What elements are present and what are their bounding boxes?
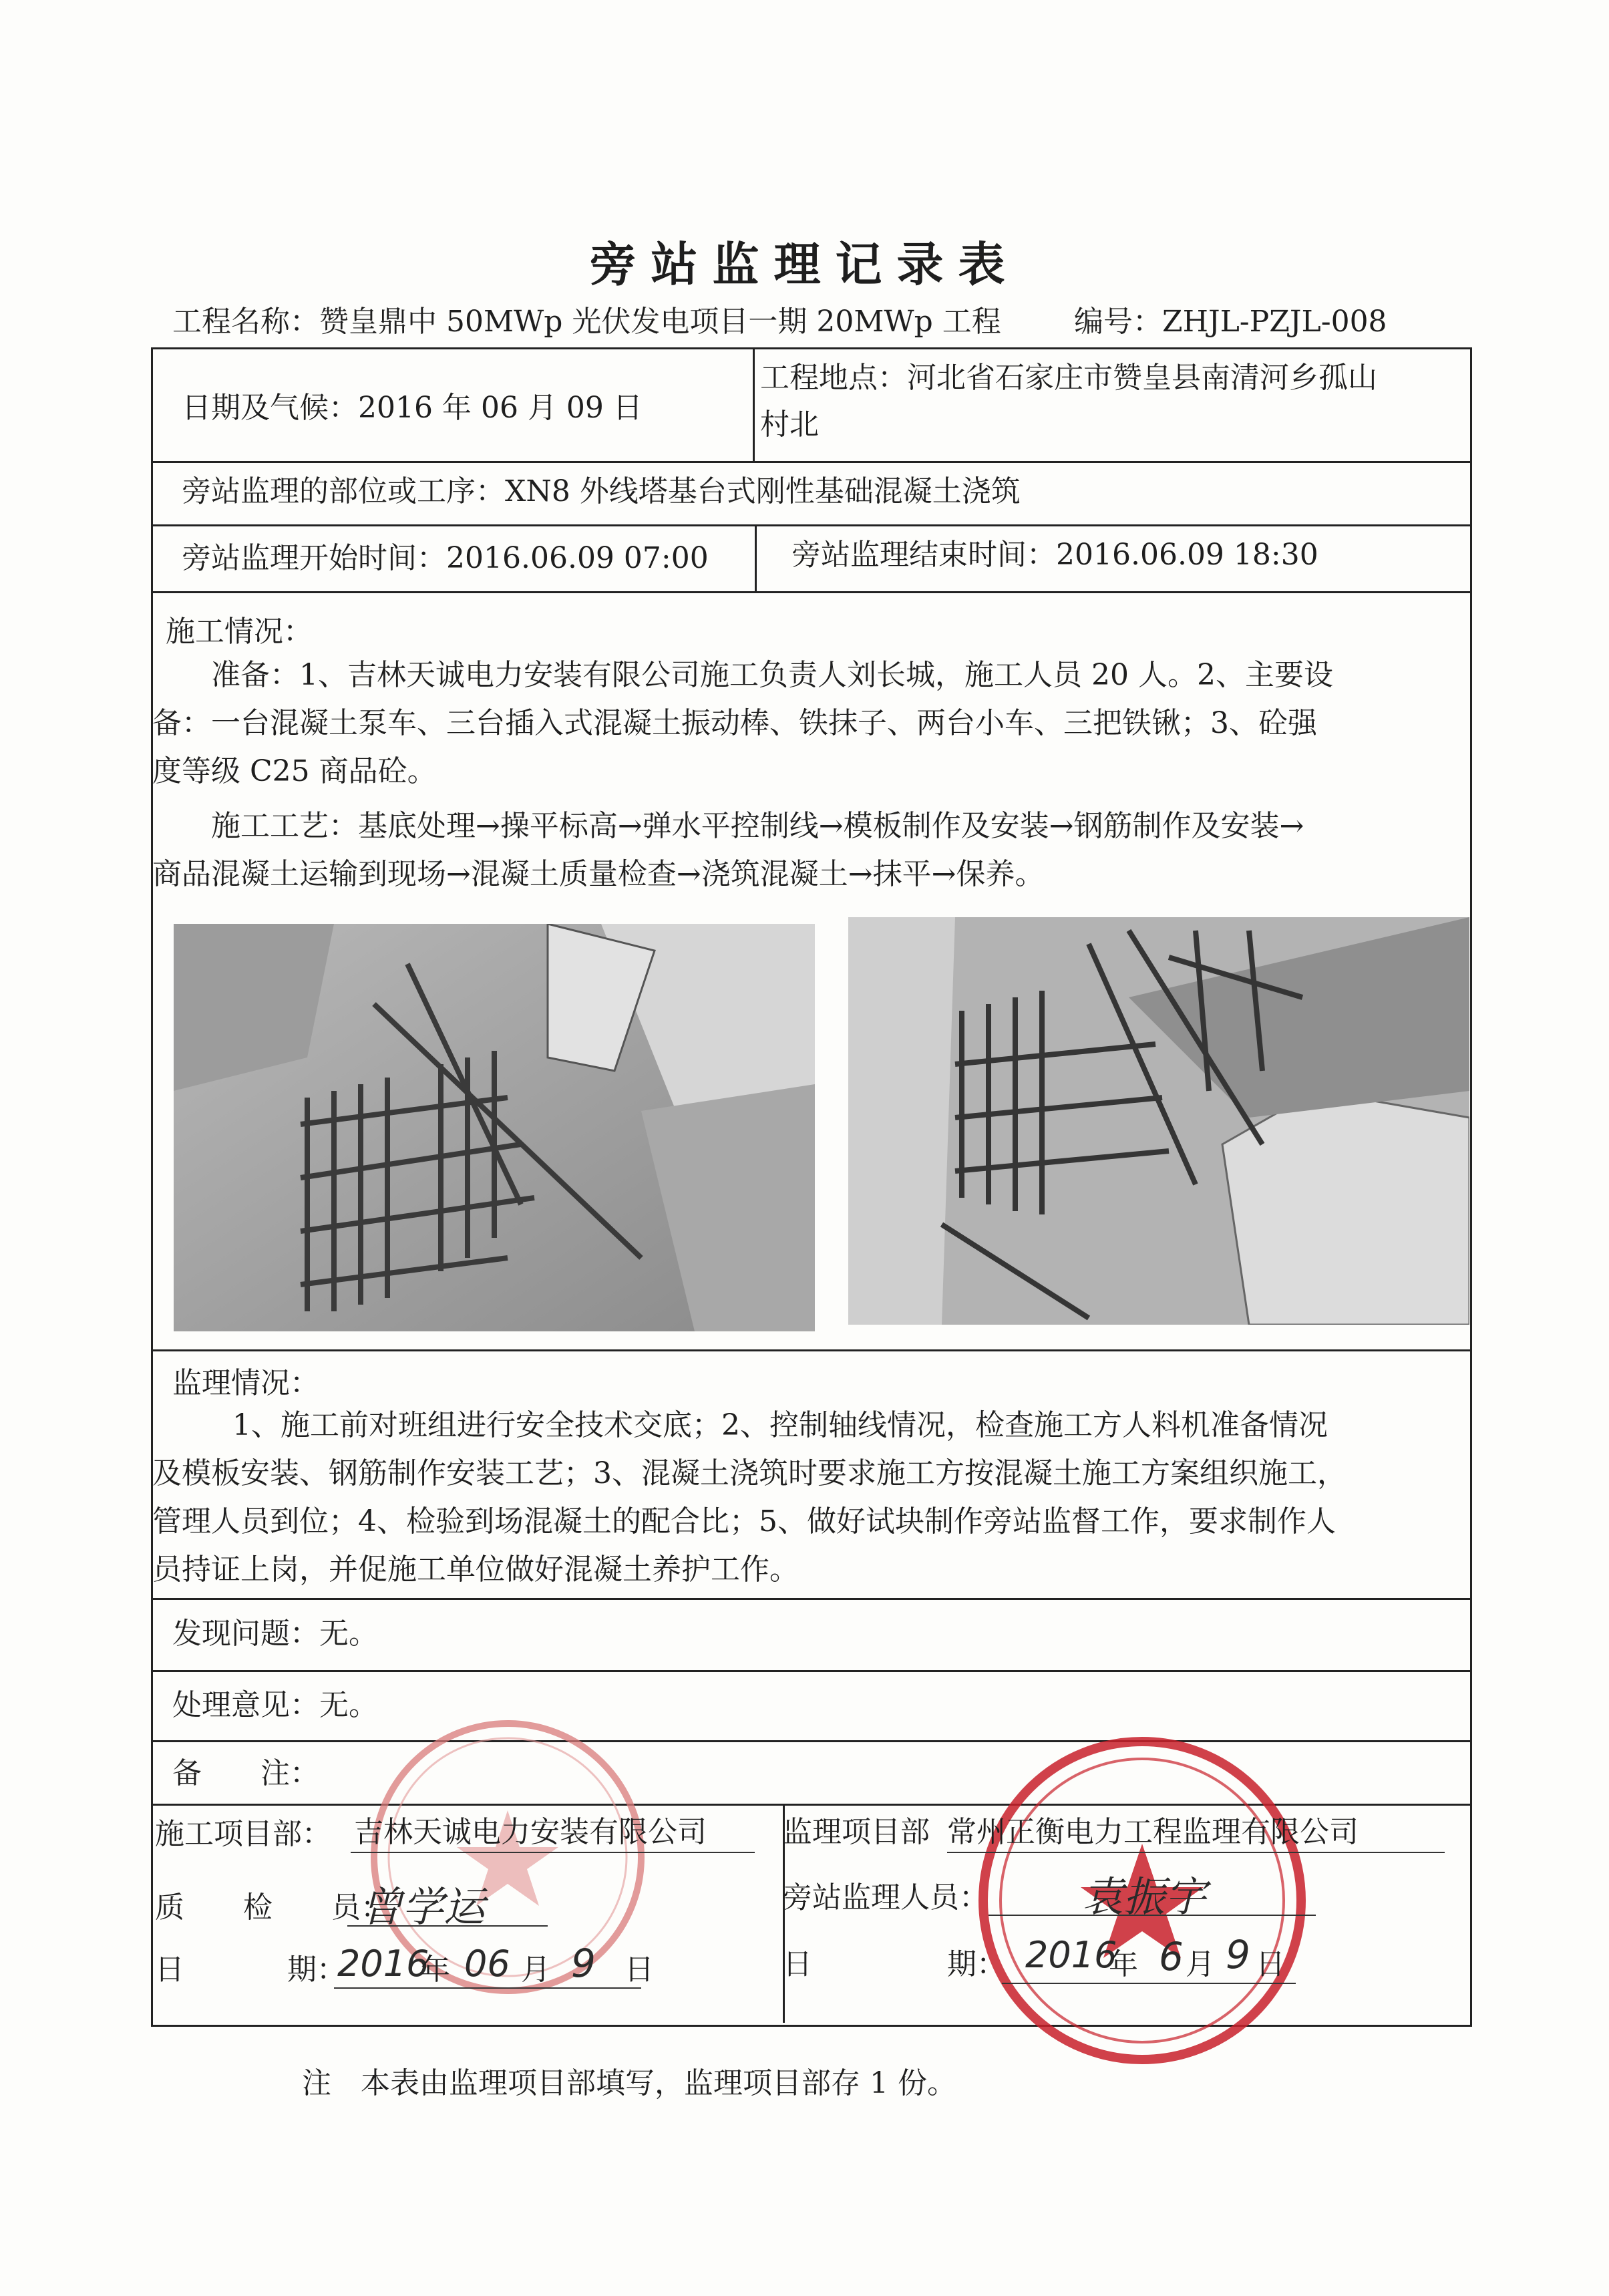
onsite-supervisor-signature: 袁振宇 xyxy=(1082,1872,1207,1921)
contractor-dept-label: 施工项目部： xyxy=(155,1817,331,1851)
inspector-label: 质 检 员： xyxy=(155,1891,390,1925)
supervisor-year-char: 年 xyxy=(1109,1947,1138,1981)
site-photo-right xyxy=(848,917,1469,1325)
supervisor-dept-value: 常州正衡电力工程监理有限公司 xyxy=(947,1815,1359,1849)
contractor-date-label-b: 期： xyxy=(287,1953,346,1987)
row-divider xyxy=(151,461,1470,463)
document-number xyxy=(1074,297,1387,340)
supervision-line-2: 及模板安装、钢筋制作安装工艺；3、混凝土浇筑时要求施工方按混凝土施工方案组织施工， xyxy=(152,1456,1347,1490)
remarks-label: 备 注： xyxy=(172,1756,319,1790)
supervisor-date-month: 6 xyxy=(1159,1934,1184,1979)
row-divider xyxy=(151,1598,1470,1600)
start-time-label: 旁站监理开始时间： xyxy=(182,541,446,575)
construction-heading: 施工情况： xyxy=(166,615,313,649)
contractor-date-year: 2016 xyxy=(337,1943,429,1985)
supervisor-date-label-b: 期： xyxy=(947,1947,1006,1981)
date-weather xyxy=(182,387,643,429)
row-divider xyxy=(151,1349,1470,1351)
supervisor-date-underline xyxy=(1002,1983,1296,1984)
contractor-dept-value: 吉林天诚电力安装有限公司 xyxy=(354,1815,707,1849)
prep-line-3: 度等级 C25 商品砼。 xyxy=(152,754,437,788)
handling-value: 无。 xyxy=(319,1688,378,1722)
supervision-line-3: 管理人员到位；4、检验到场混凝土的配合比；5、做好试块制作旁站监督工作，要求制作人 xyxy=(152,1504,1336,1538)
project-name-value: 赞皇鼎中 50MWp 光伏发电项目一期 20MWp 工程 xyxy=(319,305,1001,339)
inspector-underline xyxy=(347,1925,548,1927)
footer-note: 注 本表由监理项目部填写，监理项目部存 1 份。 xyxy=(302,2066,956,2100)
process-line-2: 商品混凝土运输到现场→混凝土质量检查→浇筑混凝土→抹平→保养。 xyxy=(152,857,1045,891)
problems-found xyxy=(172,1613,378,1655)
prep-line-2: 备：一台混凝土泵车、三台插入式混凝土振动棒、铁抹子、两台小车、三把铁锹；3、砼强 xyxy=(152,706,1317,740)
start-time xyxy=(182,538,709,579)
supervisor-day-char: 日 xyxy=(1256,1947,1285,1981)
row-divider xyxy=(151,591,1470,593)
supervision-heading: 监理情况： xyxy=(172,1366,319,1400)
end-time-value: 2016.06.09 18:30 xyxy=(1056,538,1318,572)
start-time-value: 2016.06.09 07:00 xyxy=(446,541,709,575)
supervision-line-1: 1、施工前对班组进行安全技术交底；2、控制轴线情况，检查施工方人料机准备情况 xyxy=(232,1408,1328,1442)
process-line-1: 施工工艺：基底处理→操平标高→弹水平控制线→模板制作及安装→钢筋制作及安装→ xyxy=(211,809,1304,843)
supervisor-month-char: 月 xyxy=(1186,1947,1215,1981)
end-time-label: 旁站监理结束时间： xyxy=(791,538,1056,572)
onsite-supervisor-label: 旁站监理人员： xyxy=(783,1880,989,1915)
column-divider xyxy=(753,347,755,461)
contractor-date-month: 06 xyxy=(464,1943,510,1985)
contractor-month-char: 月 xyxy=(521,1953,550,1987)
row-divider xyxy=(151,1670,1470,1672)
supervisor-dept-label: 监理项目部 xyxy=(783,1815,930,1849)
project-name-label: 工程名称： xyxy=(172,305,319,339)
date-weather-value: 2016 年 06 月 09 日 xyxy=(358,391,643,425)
handling-opinion xyxy=(172,1685,378,1726)
inspector-signature: 曾学运 xyxy=(361,1882,486,1931)
contractor-day-char: 日 xyxy=(624,1953,654,1987)
project-location xyxy=(760,357,1377,399)
project-location-label: 工程地点： xyxy=(760,361,907,395)
contractor-date-underline xyxy=(334,1987,641,1989)
supervisor-date-year: 2016 xyxy=(1025,1934,1117,1976)
site-photo-left xyxy=(174,924,815,1331)
supervision-text xyxy=(152,1402,1467,1594)
onsite-supervisor-underline xyxy=(989,1915,1316,1916)
document-number-label: 编号： xyxy=(1074,305,1162,339)
project-location-line1: 河北省石家庄市赞皇县南清河乡孤山 xyxy=(907,361,1377,395)
date-weather-label: 日期及气候： xyxy=(182,391,358,425)
document-number-value: ZHJL-PZJL-008 xyxy=(1162,305,1387,339)
project-name xyxy=(172,297,1001,340)
problems-value: 无。 xyxy=(319,1617,378,1651)
contractor-year-char: 年 xyxy=(421,1953,450,1987)
contractor-dept-underline xyxy=(351,1852,755,1853)
supervised-part-value: XN8 外线塔基台式刚性基础混凝土浇筑 xyxy=(505,474,1021,508)
contractor-date-day: 9 xyxy=(571,1941,596,1986)
problems-label: 发现问题： xyxy=(172,1617,319,1651)
handling-label: 处理意见： xyxy=(172,1688,319,1722)
prep-line-1: 准备：1、吉林天诚电力安装有限公司施工负责人刘长城，施工人员 20 人。2、主要设 xyxy=(211,658,1333,692)
supervisor-date-day: 9 xyxy=(1226,1932,1250,1977)
construction-text xyxy=(152,651,1467,898)
supervisor-dept-underline xyxy=(947,1852,1445,1853)
contractor-date-label-a: 日 xyxy=(155,1953,184,1987)
supervised-part xyxy=(182,471,1021,512)
column-divider xyxy=(755,524,757,591)
supervision-line-4: 员持证上岗，并促施工单位做好混凝土养护工作。 xyxy=(152,1552,799,1587)
project-location-line2: 村北 xyxy=(760,407,819,442)
end-time xyxy=(791,534,1318,576)
supervisor-date-label-a: 日 xyxy=(783,1947,812,1981)
supervised-part-label: 旁站监理的部位或工序： xyxy=(182,474,505,508)
document-title: 旁站监理记录表 xyxy=(589,236,1020,292)
row-divider xyxy=(151,524,1470,526)
